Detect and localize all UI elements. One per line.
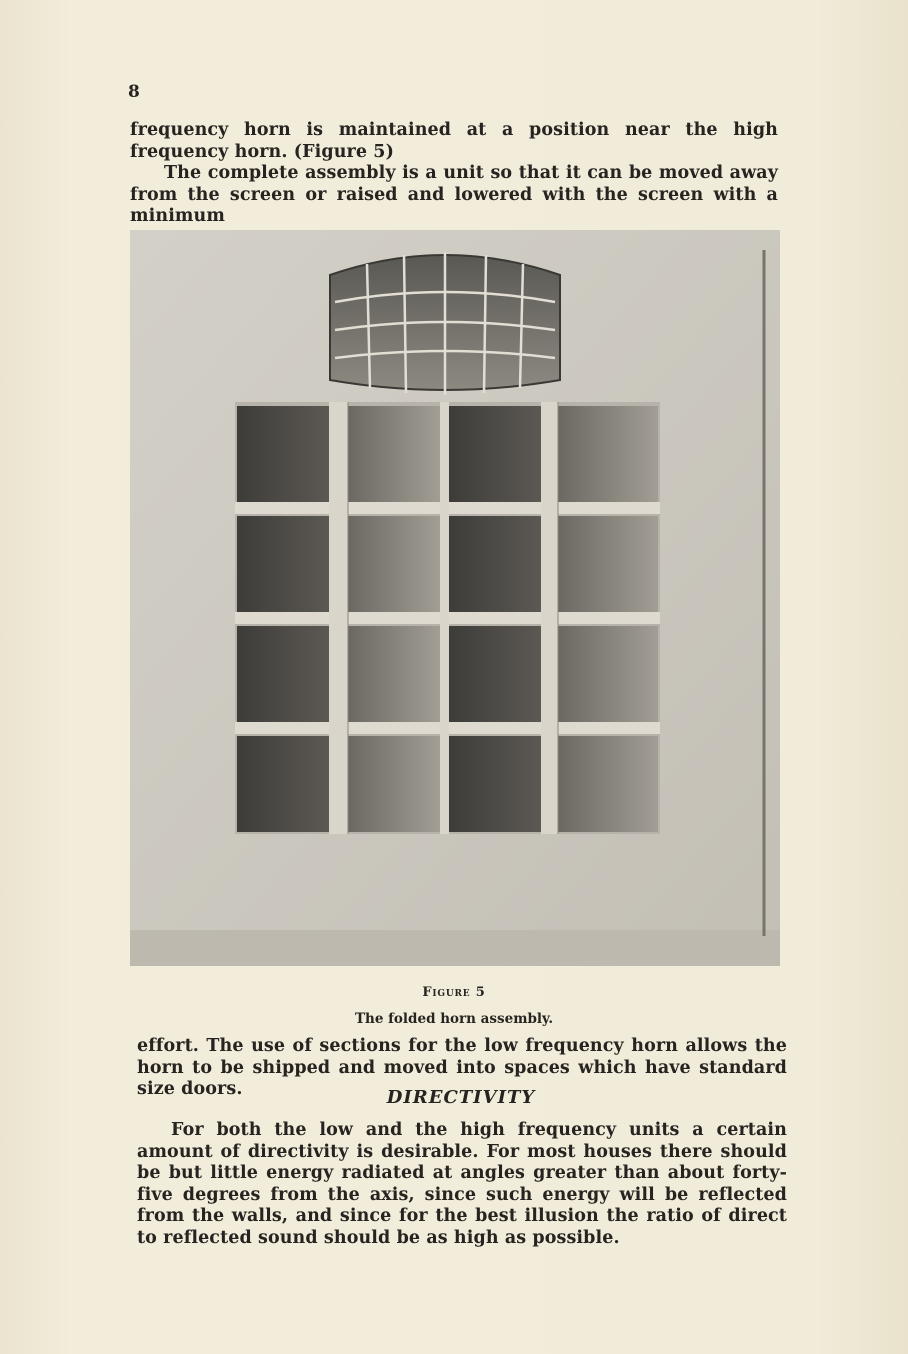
section-heading-directivity: DIRECTIVITY <box>386 1087 536 1108</box>
low-frequency-horn-sections <box>235 402 660 834</box>
high-frequency-horn <box>330 252 560 395</box>
paragraph-complete-assembly: The complete assembly is a unit so that it can be moved away from the screen or raised and lowered with the screen with a minimum <box>130 163 778 226</box>
folded-horn-assembly-illustration <box>130 230 780 966</box>
paragraph-horn-position: frequency horn is maintained at a position near the high frequency horn. (Figure 5) <box>130 120 778 162</box>
page-number: 8 <box>128 82 140 102</box>
figure-label: Figure 5 <box>422 985 486 1000</box>
top-text <box>130 120 778 228</box>
paragraph-directivity: For both the low and the high frequency units a certain amount of directivity is desirable. For most houses there should be but little energy radiated at angles greater than about forty-five degrees from the axis, since such energy will be reflected from the walls, and since for the best illusion the ratio of direct to reflected sound should be as high as possible. <box>137 1120 787 1248</box>
paragraph-sections-shipping: effort. The use of sections for the low frequency horn allows the horn to be shipped and moved into spaces which have standard size doors. <box>137 1036 787 1099</box>
directivity-text <box>137 1120 787 1249</box>
figure-5-photo <box>130 230 780 966</box>
figure-caption: The folded horn assembly. <box>354 1011 554 1027</box>
